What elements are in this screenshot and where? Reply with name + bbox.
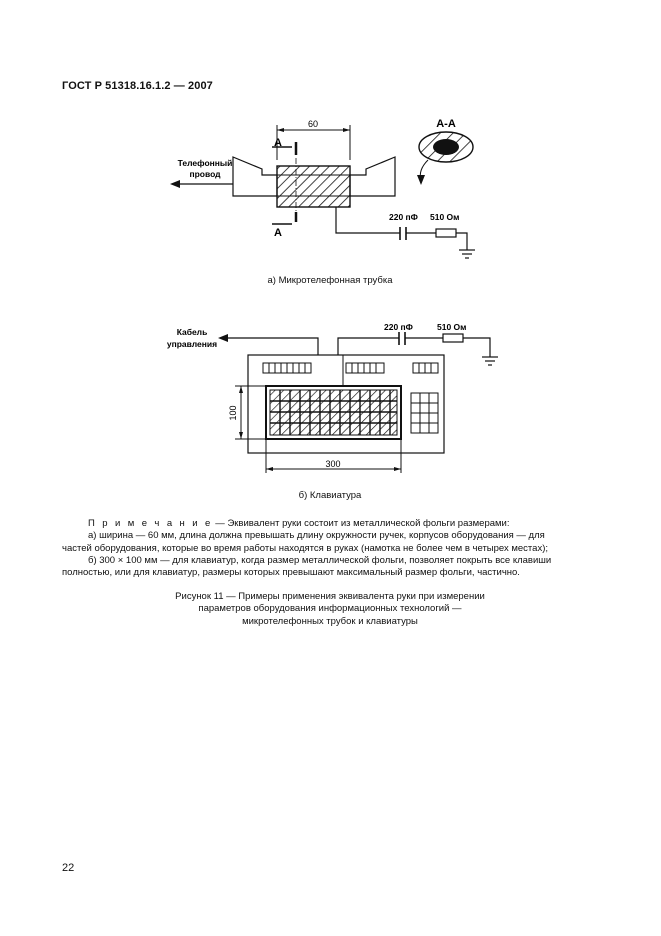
- capacitor-label-a: 220 пФ: [389, 212, 418, 222]
- numeric-keypad: [411, 393, 438, 433]
- note-line: частей оборудования, которые во время работы находятся в руках (намотка не более чем в четырех местах);: [62, 542, 549, 554]
- capacitor-label-b: 220 пФ: [384, 322, 413, 332]
- note-prefix: П р и м е ч а н и е: [88, 518, 213, 529]
- page-number: 22: [62, 862, 75, 874]
- dimension-100-label: 100: [228, 405, 238, 421]
- figure-b-keyboard: [0, 300, 661, 490]
- resistor-symbol: [436, 229, 456, 237]
- document-header: ГОСТ Р 51318.16.1.2 — 2007: [62, 80, 213, 92]
- svg-text:А: А: [274, 137, 282, 149]
- note-line: б) 300 × 100 мм — для клавиатур, когда размер металлической фольги, позволяет покрыть все клавиши: [88, 554, 552, 566]
- note-line: а) ширина — 60 мм, длина должна превышать длину окружности ручек, корпусов оборудования — для: [88, 530, 545, 542]
- dimension-60-label: 60: [307, 119, 319, 129]
- figure-caption: Рисунок 11 — Примеры применения эквивалента руки при измерении параметров оборудования информационных технологий — микротелефонных трубок и клавиатуры: [175, 591, 485, 627]
- figure-a-handset: [0, 0, 661, 300]
- note-line: П р и м е ч а н и е — Эквивалент руки состоит из металлической фольги размерами:: [88, 518, 510, 529]
- telephone-wire: [170, 158, 233, 188]
- resistor-label-b: 510 Ом: [437, 322, 467, 332]
- figure-b-caption: б) Клавиатура: [298, 490, 362, 501]
- handset-body: [233, 157, 395, 207]
- width-dimension: [277, 119, 350, 160]
- foil-wrap: [277, 166, 350, 207]
- section-marker-top: [272, 137, 296, 155]
- svg-text:А: А: [274, 227, 282, 239]
- section-view-aa: [417, 118, 473, 185]
- svg-text:Телефонный: Телефонный: [177, 158, 233, 168]
- resistor-label-a: 510 Ом: [430, 212, 460, 222]
- note-line: полностью, или для клавиатур, размеры которых превышают максимальный размер фольги, частично.: [62, 567, 520, 579]
- svg-text:Кабель: Кабель: [176, 327, 208, 337]
- control-cable: [167, 327, 318, 355]
- note-block: [62, 518, 598, 579]
- figure-a-caption: а) Микротелефонная трубка: [267, 275, 393, 286]
- svg-text:А-А: А-А: [436, 118, 456, 130]
- svg-text:провод: провод: [189, 169, 221, 179]
- section-marker-bottom: [272, 212, 296, 239]
- svg-text:управления: управления: [166, 339, 218, 349]
- dimension-300-label: 300: [325, 459, 341, 469]
- ground-circuit-a: [336, 207, 475, 258]
- main-keyboard-foil: [266, 386, 401, 439]
